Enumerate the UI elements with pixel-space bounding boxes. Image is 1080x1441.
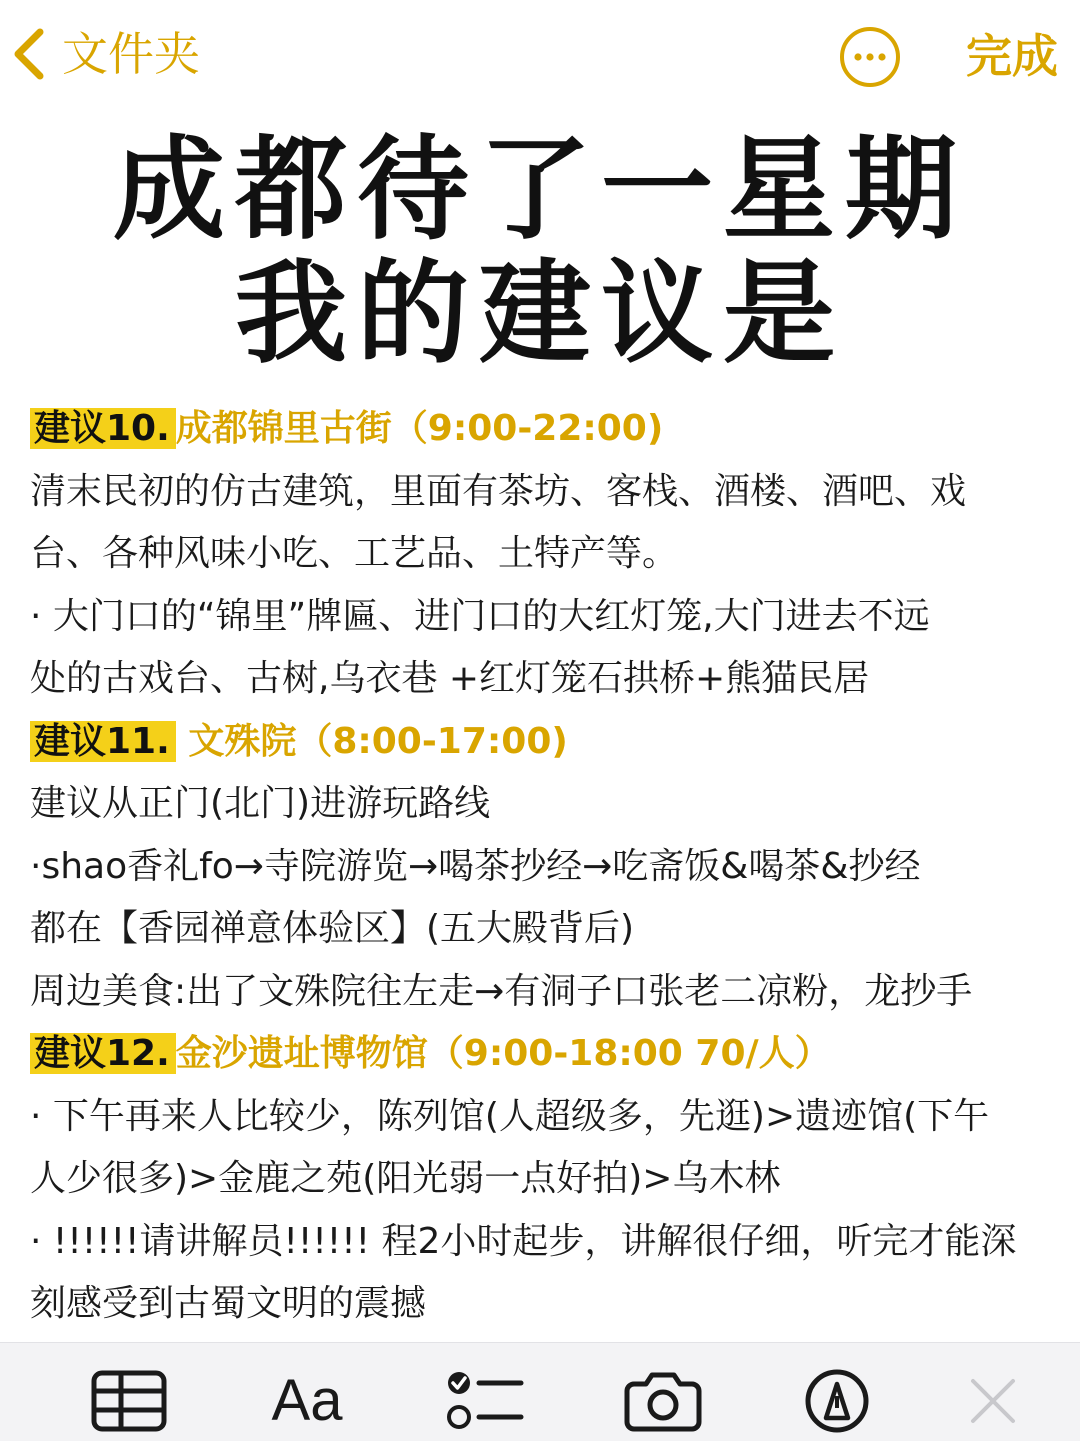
- close-icon: [968, 1376, 1018, 1426]
- note-line: 台、各种风味小吃、工艺品、土特产等。: [30, 533, 679, 574]
- table-icon: [91, 1370, 167, 1432]
- suggestion-tag: 建议10.: [30, 408, 176, 449]
- section-heading: [30, 398, 1070, 461]
- note-line: · 下午再来人比较少，陈列馆(人超级多，先逛)>遗迹馆(下午: [30, 1095, 990, 1137]
- note-body[interactable]: [30, 398, 1070, 1336]
- suggestion-tag: 建议12.: [30, 1033, 176, 1074]
- note-line: 清末民初的仿古建筑，里面有茶坊、客栈、酒楼、酒吧、戏: [30, 470, 967, 512]
- place-name: 文殊院（8:00-17:00): [175, 720, 568, 762]
- more-icon: [838, 25, 902, 89]
- note-line: ·shao香礼fo→寺院游览→喝茶抄经→吃斋饭&喝茶&抄经: [30, 845, 921, 887]
- back-button[interactable]: [10, 22, 200, 86]
- chevron-left-icon: [10, 24, 50, 84]
- note-title-line-2: 我的建议是: [235, 249, 845, 379]
- text-format-icon: Aa: [271, 1368, 343, 1433]
- checklist-icon: [445, 1369, 525, 1433]
- note-title-line-1: 成都待了一星期: [113, 125, 967, 255]
- note-line: 人少很多)>金鹿之苑(阳光弱一点好拍)>乌木林: [30, 1158, 781, 1199]
- note-line: 周边美食:出了文殊院往左走→有洞子口张老二凉粉，龙抄手: [30, 970, 973, 1012]
- place-name: 金沙遗址博物馆（9:00-18:00 70/人）: [175, 1033, 831, 1074]
- markup-pen-icon: [804, 1368, 870, 1434]
- note-line: 都在【香园禅意体验区】(五大殿背后): [30, 908, 635, 949]
- checklist-button[interactable]: [440, 1369, 530, 1433]
- place-name: 成都锦里古街（9:00-22:00): [175, 408, 664, 449]
- back-button-label: 文件夹: [62, 27, 200, 81]
- bottom-toolbar: [0, 1342, 1080, 1441]
- done-button[interactable]: 完成: [966, 29, 1058, 83]
- nav-bar: [0, 0, 1080, 110]
- note-line: 处的古戏台、古树,乌衣巷 +红灯笼石拱桥+熊猫民居: [30, 658, 870, 699]
- camera-icon: [624, 1370, 702, 1432]
- note-line: 刻感受到古蜀文明的震撼: [30, 1283, 427, 1324]
- note-line: · 大门口的“锦里”牌匾、进门口的大红灯笼,大门进去不远: [30, 595, 930, 637]
- more-button[interactable]: [838, 25, 902, 89]
- note-line: · !!!!!!请讲解员!!!!!! 程2小时起步，讲解很仔细，听完才能深: [30, 1220, 1017, 1262]
- note-title[interactable]: [0, 125, 1080, 379]
- markup-button[interactable]: [792, 1369, 882, 1433]
- camera-button[interactable]: [618, 1369, 708, 1433]
- note-line: 建议从正门(北门)进游玩路线: [30, 783, 491, 824]
- table-button[interactable]: [84, 1369, 174, 1433]
- format-button[interactable]: [262, 1369, 352, 1433]
- section-heading: [30, 1023, 1070, 1086]
- suggestion-tag: 建议11.: [30, 721, 176, 762]
- close-keyboard-button[interactable]: [948, 1369, 1038, 1433]
- section-heading: [30, 711, 1070, 774]
